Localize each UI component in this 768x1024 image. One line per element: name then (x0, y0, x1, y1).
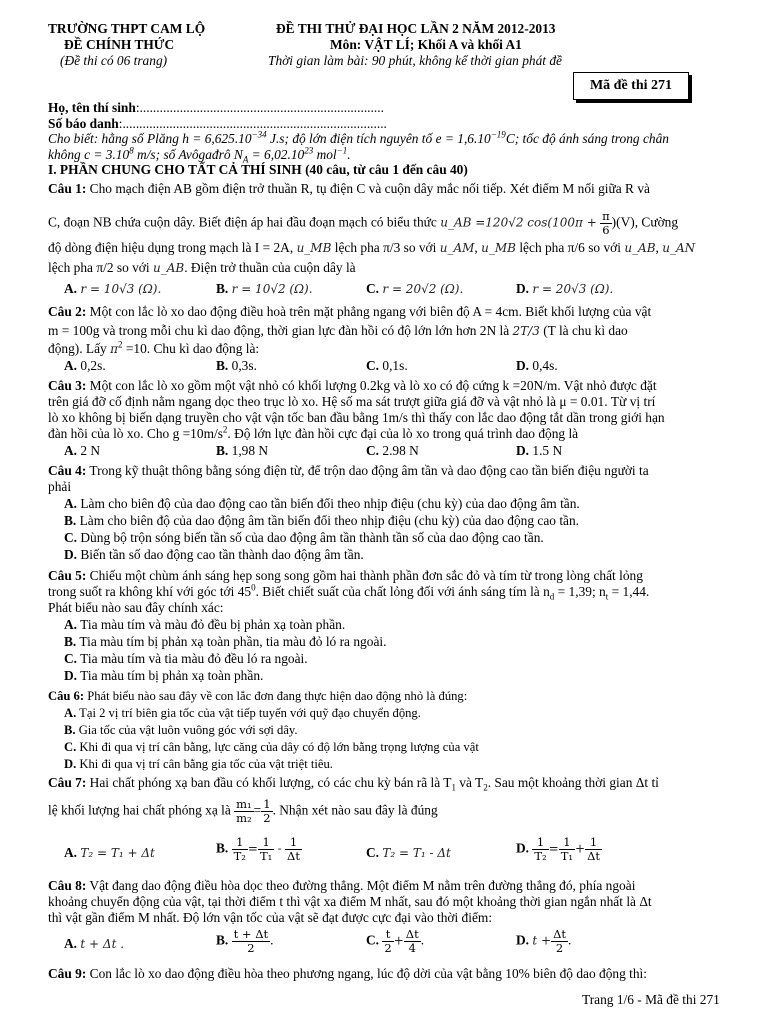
frac (585, 836, 602, 863)
math-symbol: π (110, 342, 119, 356)
frac-num: 1 (285, 836, 302, 850)
question-label: Câu 8: (48, 878, 87, 893)
math-symbol: u_AB (624, 241, 656, 255)
q5-option-d[interactable] (64, 668, 263, 684)
question-text: . Biết chiết suất của chất lỏng đối với ánh sáng tím là n (255, 584, 550, 599)
math-sub: t (605, 591, 609, 602)
constants-line-1 (48, 131, 669, 147)
frac (551, 928, 568, 955)
question-text: = 1,39; n (554, 584, 606, 599)
option-value: Gia tốc của vật luôn vuông góc với sợi dây. (75, 723, 298, 737)
option-value: Khi đi qua vị trí cân bằng gia tốc của vật triệt tiêu. (76, 757, 333, 771)
q3-line-3: lò xo không bị biến dạng truyền cho vật vận tốc ban đầu bằng 1m/s thì thấy con lắc dao động tắt dần trong giới hạn (48, 410, 665, 425)
q7-fraction-ratio (261, 798, 272, 825)
math-symbol: = (253, 802, 262, 818)
constants-line-2 (48, 147, 351, 163)
q5-line-1 (48, 568, 643, 584)
frac (232, 836, 248, 863)
option-key: A. (64, 496, 78, 511)
question-text: Phát biểu nào sau đây về con lắc đơn đang thực hiện dao động nhỏ là đúng: (84, 689, 468, 703)
frac-num: 1 (559, 836, 575, 850)
math-symbol: u_MB (481, 241, 516, 255)
question-text: m = 100g và trong mỗi chu kì dao động, thời gian lực đàn hồi có độ lớn lớn hơn 2N là (48, 323, 510, 338)
option-value: 0,1s. (382, 358, 408, 373)
math-symbol: . (568, 932, 572, 948)
q7-option-a[interactable] (64, 845, 155, 861)
question-label: Câu 3: (48, 378, 87, 393)
option-value: Khi đi qua vị trí cân bằng, lực căng của dây có độ lớn bằng trọng lượng của vật (76, 740, 479, 754)
question-text: Một con lắc lò xo gồm một vật nhỏ có khối lượng 0.2kg và lò xo có độ cứng k =20N/m. Vật nhỏ được đặt (86, 378, 657, 393)
math-symbol: u_AB (152, 261, 185, 275)
q7-option-c[interactable] (366, 845, 451, 861)
option-value: 1.5 N (532, 443, 563, 458)
q2-line-3 (48, 341, 259, 357)
q5-option-a[interactable] (64, 617, 345, 633)
math-symbol: 2T/3 (512, 324, 540, 338)
q4-option-b[interactable] (64, 513, 579, 529)
option-value: 0,3s. (231, 358, 257, 373)
option-value: T₂ = T₁ + Δt (80, 846, 155, 860)
q4-option-d[interactable] (64, 547, 364, 563)
constants-sup: 8 (129, 145, 134, 156)
question-text: độ dòng điện hiệu dụng trong mạch là I = 2A, (48, 240, 294, 255)
option-key: B. (64, 634, 77, 649)
option-value: Dùng bộ trộn sóng biến tần số của dao động âm tần thành tần số của dao động cao tần. (77, 530, 544, 545)
q1-fraction (600, 210, 612, 237)
question-text: , (655, 240, 659, 255)
q2-line-1 (48, 304, 651, 320)
constants-text: C; tốc độ ánh sáng trong chân (505, 131, 669, 146)
frac (559, 836, 575, 863)
candidate-name-label: Họ, tên thí sinh (48, 100, 136, 115)
math-sup: 0 (251, 582, 256, 593)
question-text: . Độ lớn lực đàn hồi cực đại của lò xo trong quá trình dao động là (227, 426, 579, 441)
math-symbol: = (548, 841, 559, 856)
option-key: C. (64, 740, 77, 754)
question-text: =10. Chu kì dao động là: (122, 341, 260, 356)
option-key: D. (64, 668, 78, 683)
math-sub: 2 (483, 782, 488, 793)
option-key: B. (216, 840, 229, 856)
frac (285, 836, 302, 863)
question-text: lệch pha π/6 so với (515, 240, 621, 255)
math-sub: 1 (451, 782, 456, 793)
question-label: Câu 7: (48, 775, 87, 790)
option-key: A. (64, 845, 78, 860)
option-key: A. (64, 358, 78, 373)
q6-option-c[interactable] (64, 739, 479, 755)
option-key: B. (64, 723, 76, 737)
q3-line-4 (48, 426, 578, 442)
question-label: Câu 9: (48, 966, 87, 981)
q4-option-a[interactable] (64, 496, 580, 512)
candidate-id-label: Số báo danh (48, 116, 119, 131)
q2-option-b[interactable] (216, 358, 257, 374)
question-text: lệ khối lượng hai chất phóng xạ là (48, 802, 231, 818)
option-value: t + Δt . (80, 937, 125, 951)
math-symbol: . (420, 932, 425, 948)
q1-option-b[interactable] (216, 281, 313, 297)
option-key: C. (64, 651, 78, 666)
q3-line-2: trên giá đỡ cố định nằm ngang dọc theo trục lò xo. Hệ số ma sát trượt giữa giá đỡ và vật nhỏ là μ = 0.01. Từ vị trí (48, 394, 656, 409)
q7-line-2 (48, 798, 438, 825)
q1-option-d[interactable] (516, 281, 613, 297)
q7-option-b[interactable] (216, 836, 302, 863)
q7-line-1 (48, 775, 659, 791)
page-footer: Trang 1/6 - Mã đề thi 271 (582, 992, 720, 1007)
q6-option-a[interactable] (64, 705, 421, 721)
frac-num: Δt (553, 927, 567, 941)
frac-den: 2 (555, 941, 564, 955)
frac-den: T₂ (233, 849, 246, 863)
option-key: B. (216, 443, 229, 458)
q7-option-d[interactable] (516, 836, 602, 863)
q3-option-d[interactable] (516, 443, 562, 459)
q3-option-b[interactable] (216, 443, 268, 459)
q8-line-3: thì vật gần điểm M nhất. Độ lớn vận tốc của vật sẽ đạt được cực đại vào thời điểm: (48, 910, 493, 925)
option-value: 2.98 N (382, 443, 419, 458)
option-value: r = 20√2 (Ω). (382, 282, 464, 296)
frac (232, 927, 274, 955)
q4-line-2: phải (48, 479, 72, 494)
option-value: 0,4s. (532, 358, 558, 373)
q8-line-2: khoảng chuyển động của vật, tại thời điểm t thì vật xa điểm M nhất, sau đó một khoảng thời gian ngắn nhất là Δt (48, 894, 652, 909)
q6-line-1 (48, 688, 467, 704)
option-key: D. (516, 932, 530, 948)
question-label: Câu 6: (48, 689, 85, 703)
q6-option-b[interactable] (64, 722, 298, 738)
candidate-id-line (48, 116, 387, 132)
pages-note: (Đề thi có 06 trang) (60, 53, 168, 68)
q7-fraction-mass (234, 798, 254, 825)
frac-den: Δt (287, 849, 300, 863)
frac-num: 1 (258, 836, 274, 850)
question-text: Hai chất phóng xạ ban đầu có khối lượng, có các chu kỳ bán rã là T (86, 775, 452, 790)
math-symbol: u_MB (296, 241, 332, 255)
math-sub: d (549, 591, 555, 602)
q1-line-1 (48, 181, 650, 197)
option-value: 0,2s. (80, 358, 106, 373)
frac-den: 2 (247, 941, 255, 955)
question-text: Con lắc lò xo dao động điều hòa theo phương ngang, lúc độ dời của vật bằng 10% biên độ dao động thì: (86, 966, 647, 981)
constants-text: Cho biết: hằng số Plăng h = 6,625.10 (48, 131, 252, 146)
option-key: D. (516, 358, 530, 373)
option-value: Làm cho biên độ của dao động âm tần biến đổi theo nhịp điệu (chu kỳ) của dao động cao tần. (76, 513, 580, 528)
option-key: C. (366, 358, 380, 373)
option-key: D. (516, 840, 530, 856)
math-symbol: u_AN (662, 241, 696, 255)
constants-sub: A (242, 154, 249, 165)
q5-line-2 (48, 584, 649, 600)
question-text: , (474, 240, 478, 255)
frac-den: 6 (602, 223, 610, 237)
math-sup: 2 (222, 424, 228, 435)
question-text: lệch pha π/3 so với (331, 240, 437, 255)
frac (382, 928, 393, 955)
option-value: Tia màu tím bị phản xạ toàn phần. (77, 668, 264, 683)
math-symbol: + (575, 841, 586, 856)
frac-num: t + Δt (233, 927, 269, 941)
option-key: A. (64, 936, 78, 951)
q1-line-3 (48, 240, 695, 256)
option-key: C. (366, 845, 380, 860)
q2-line-2 (48, 323, 628, 339)
question-text: C, đoạn NB chứa cuộn dây. Biết điện áp hai đầu đoạn mạch có biểu thức (48, 214, 437, 230)
question-label: Câu 4: (48, 463, 87, 478)
option-value: r = 10√2 (Ω). (231, 282, 313, 296)
option-key: B. (216, 281, 229, 296)
option-value: T₂ = T₁ - Δt (382, 846, 451, 860)
frac-den: Δt (587, 849, 601, 863)
math-symbol: - (277, 841, 282, 856)
question-text: Một con lắc lò xo dao động điều hoà trên mặt phẳng ngang với biên độ A = 4cm. Biết khối lượng của vật (86, 304, 652, 319)
frac-num: t (382, 928, 393, 942)
option-key: B. (64, 513, 77, 528)
option-key: B. (216, 932, 229, 948)
constants-text: J.s; độ lớn điện tích nguyên tố e = 1,6.10 (266, 131, 491, 146)
frac-num: 1 (263, 797, 271, 811)
option-key: D. (516, 281, 530, 296)
frac-den: 2 (263, 811, 271, 825)
math-symbol: t + (532, 933, 552, 948)
option-key: A. (64, 706, 77, 720)
q1-line-2 (48, 210, 678, 237)
q9-line-1 (48, 966, 647, 982)
frac-den: m₂ (236, 811, 252, 825)
section-heading: I. PHẦN CHUNG CHO TẤT CẢ THÍ SINH (40 câu, từ câu 1 đến câu 40) (48, 162, 468, 177)
frac-num: m₁ (236, 797, 252, 811)
constants-text: không c = 3.10 (48, 147, 130, 162)
frac-den: 2 (384, 941, 392, 955)
q2-option-d[interactable] (516, 358, 558, 374)
question-text: Chiếu một chùm ánh sáng hẹp song song gồm hai thành phần đơn sắc đỏ và tím từ trong lòng chất lỏng (86, 568, 643, 583)
option-key: B. (216, 358, 229, 373)
option-value: Làm cho biên độ của dao động cao tần biến đổi theo nhịp điệu (chu kỳ) của dao động âm tần. (77, 496, 580, 511)
q1-formula: u_AB =120√2 cos(100π + (440, 215, 597, 230)
option-value: 1,98 N (231, 443, 269, 458)
candidate-name-line (48, 100, 384, 116)
option-key: C. (366, 932, 380, 948)
constants-sup: 23 (304, 145, 314, 156)
exam-title: ĐỀ THI THỬ ĐẠI HỌC LẦN 2 NĂM 2012-2013 (276, 21, 556, 36)
question-text: Trong kỹ thuật thông bằng sóng điện từ, để trộn dao động âm tần và dao động cao tần biến điệu người ta (86, 463, 649, 478)
q8-line-1 (48, 878, 635, 894)
constants-sup: −1 (336, 145, 348, 156)
question-text: Vật đang dao động điều hòa dọc theo đường thẳng. Một điểm M nằm trên đường thẳng đó, phía ngoài (86, 878, 636, 893)
q8-option-c[interactable] (366, 928, 424, 955)
q4-option-c[interactable] (64, 530, 544, 546)
option-value: r = 20√3 (Ω). (532, 282, 614, 296)
frac-num: Δt (405, 927, 419, 941)
school-name: TRƯỜNG THPT CAM LỘ (48, 21, 206, 36)
q8-option-b[interactable] (216, 928, 274, 955)
q5-option-b[interactable] (64, 634, 386, 650)
constants-text: m/s; số Avôgađrô N (133, 147, 243, 162)
option-key: D. (516, 443, 530, 458)
question-text: và T (455, 775, 484, 790)
q6-option-d[interactable] (64, 756, 333, 772)
q3-line-1 (48, 378, 657, 394)
option-value: Tia màu tím bị phản xạ toàn phần, tia màu đỏ ló ra ngoài. (76, 634, 387, 649)
constants-sup: −34 (251, 129, 267, 140)
frac (404, 928, 421, 955)
q3-option-a[interactable] (64, 443, 100, 459)
frac-den: T₁ (560, 849, 574, 863)
question-label: Câu 1: (48, 181, 87, 196)
option-value: Tia màu tím và màu đỏ đều bị phản xạ toàn phần. (77, 617, 346, 632)
question-text: (T là chu kì dao (539, 323, 628, 338)
frac (258, 836, 274, 863)
frac-den: T₂ (534, 849, 547, 863)
question-label: Câu 2: (48, 304, 87, 319)
q5-line-3: Phát biểu nào sau đây chính xác: (48, 600, 224, 615)
q8-option-a[interactable] (64, 936, 124, 952)
question-text: trong suốt ra không khí với góc tới 45 (48, 584, 252, 599)
option-value: 2 N (80, 443, 101, 458)
q3-option-c[interactable] (366, 443, 419, 459)
q4-line-1 (48, 463, 649, 479)
constants-text: mol (313, 147, 337, 162)
frac-den: T₁ (259, 849, 273, 863)
question-text: động). Lấy (48, 341, 107, 356)
q1-option-c[interactable] (366, 281, 463, 297)
question-text: Cho mạch điện AB gồm điện trở thuần R, tụ điện C và cuộn dây mắc nối tiếp. Xét điểm M nối giữa R và (86, 181, 650, 196)
option-value: Tại 2 vị trí biên gia tốc của vật tiếp tuyến với quỹ đạo chuyển động. (76, 706, 421, 720)
official-label: ĐỀ CHÍNH THỨC (64, 37, 175, 52)
frac-num: 1 (532, 836, 548, 850)
question-text: đàn hồi của lò xo. Cho g =10m/s (48, 426, 223, 441)
question-text: . Điện trở thuần của cuộn dây là (184, 260, 356, 275)
question-text: . Nhận xét nào sau đây là đúng (272, 802, 438, 818)
option-key: D. (64, 757, 77, 771)
constants-text: . (347, 147, 351, 162)
math-symbol: + (393, 933, 404, 948)
frac-den: 4 (408, 941, 416, 955)
math-symbol: = (247, 841, 258, 856)
question-text: = 1,44. (608, 584, 650, 599)
question-text: )(V), Cường (611, 214, 679, 230)
q5-option-c[interactable] (64, 651, 308, 667)
option-key: C. (64, 530, 78, 545)
option-value: Tia màu tím và tia màu đỏ đều ló ra ngoài. (77, 651, 308, 666)
candidate-name-dots: :......................................................................... (135, 100, 384, 115)
math-symbol: . (270, 932, 274, 948)
constants-text: = 6,02.10 (248, 147, 305, 162)
q8-option-d[interactable] (516, 928, 571, 955)
exam-code-box: Mã đề thi 271 (573, 72, 689, 100)
frac-num: 1 (585, 836, 602, 850)
option-value: Biến tần số dao động cao tần thành dao động âm tần. (77, 547, 364, 562)
q1-option-a[interactable] (64, 281, 161, 297)
option-value: r = 10√3 (Ω). (80, 282, 162, 296)
option-key: A. (64, 443, 78, 458)
subject-line: Môn: VẬT LÍ; Khối A và khối A1 (330, 37, 522, 52)
candidate-id-dots: :............................................................................... (118, 116, 387, 131)
frac (532, 836, 548, 863)
question-label: Câu 5: (48, 568, 87, 583)
q1-line-4 (48, 260, 356, 276)
option-key: D. (64, 547, 78, 562)
q2-option-a[interactable] (64, 358, 106, 374)
option-key: C. (366, 443, 380, 458)
frac-num: 1 (232, 836, 248, 850)
question-text: . Sau một khoảng thời gian Δt tỉ (487, 775, 659, 790)
option-key: A. (64, 281, 78, 296)
time-note: Thời gian làm bài: 90 phút, không kể thời gian phát đề (268, 53, 562, 68)
q2-option-c[interactable] (366, 358, 408, 374)
constants-sup: −19 (490, 129, 506, 140)
question-text: lệch pha π/2 so với (48, 260, 150, 275)
option-key: A. (64, 617, 78, 632)
math-symbol: u_AM (439, 241, 475, 255)
math-sup: 2 (118, 339, 123, 350)
option-key: C. (366, 281, 380, 296)
frac-num: π (602, 209, 610, 223)
